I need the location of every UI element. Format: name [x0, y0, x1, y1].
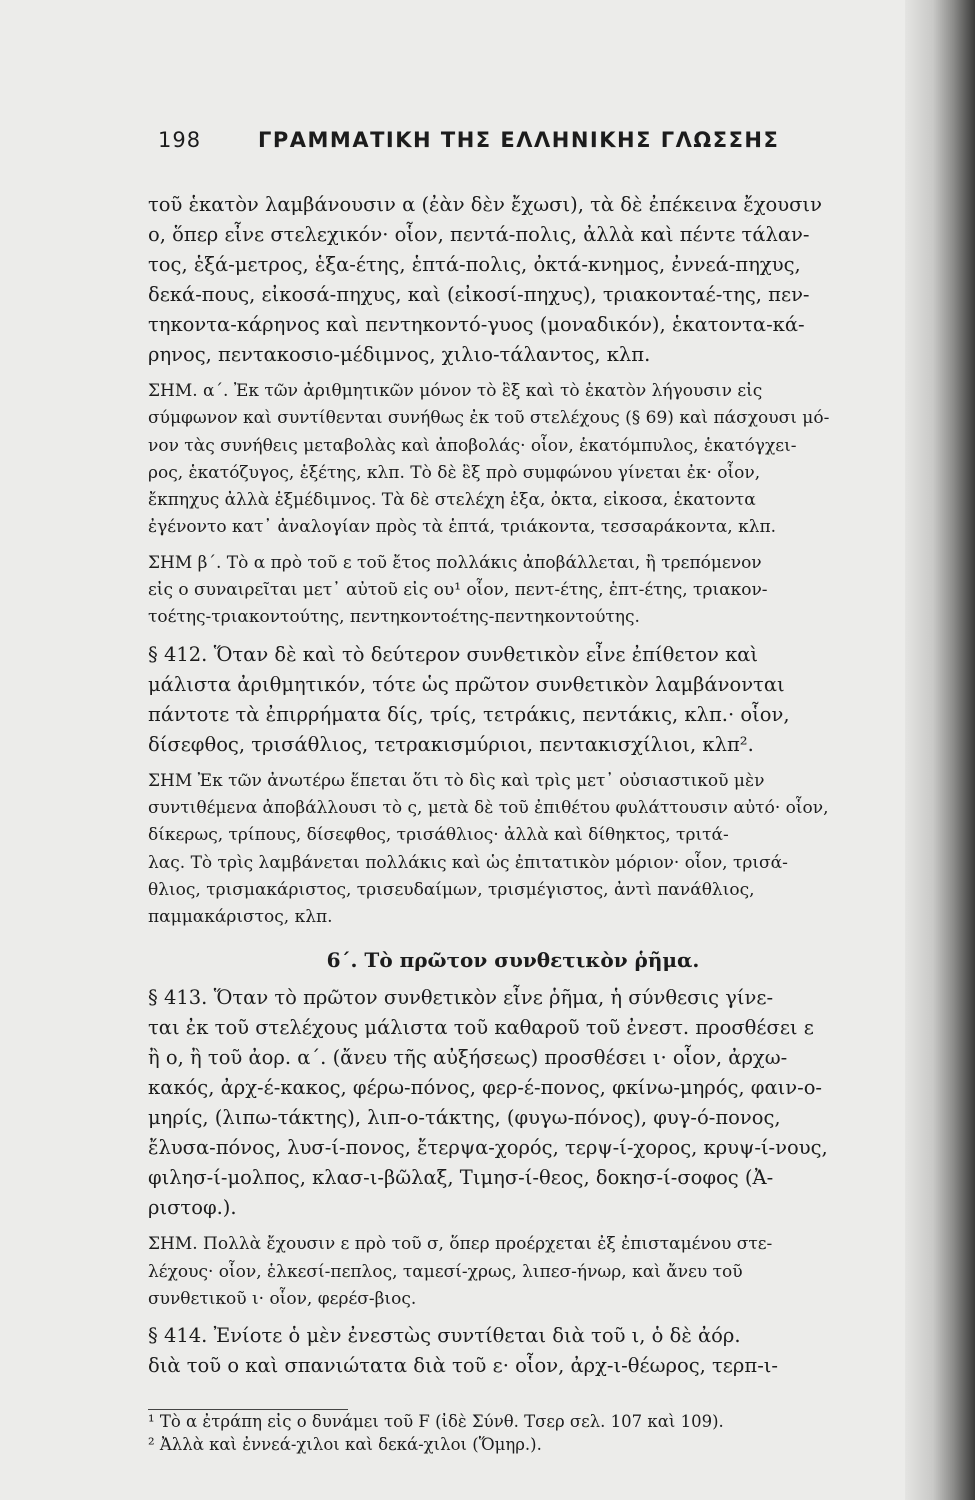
text-line: δεκά-πους, εἰκοσά-πηχυς, καὶ (εἰκοσί-πηχυς), τριακονταέ-της, πεν-: [148, 283, 810, 306]
text-line: εἰς ο συναιρεῖται μετ᾽ αὐτοῦ εἰς ου¹ οἷον, πεντ-έτης, ἑπτ-έτης, τριακον-: [148, 580, 768, 601]
text-line: συντιθέμενα ἀποβάλλουσι τὸ ς, μετὰ δὲ τοῦ ἐπιθέτου φυλάττουσιν αὐτό· οἷον,: [148, 797, 829, 818]
footnote-1: ¹ Τὸ α ἐτράπη εἰς ο δυνάμει τοῦ F (ἰδὲ Σύνθ. Τσερ σελ. 107 καὶ 109).: [148, 1412, 724, 1432]
paragraph-gap: [148, 931, 878, 939]
text-line: λέχους· οἷον, ἑλκεσί-πεπλος, ταμεσί-χρως, λιπεσ-ήνωρ, καὶ ἄνευ τοῦ: [148, 1261, 743, 1282]
running-title: ΓΡΑΜΜΑΤΙΚΗ ΤΗΣ ΕΛΛΗΝΙΚΗΣ ΓΛΩΣΣΗΣ: [258, 128, 780, 152]
text-line: ρηνος, πεντακοσιο-μέδιμνος, χιλιο-τάλαντος, κλπ.: [148, 343, 651, 366]
paragraph-block: [148, 640, 878, 760]
paragraph-block: [148, 378, 878, 542]
text-line: § 413. Ὅταν τὸ πρῶτον συνθετικὸν εἶνε ῥῆμα, ἡ σύνθεσις γίνε-: [148, 986, 774, 1010]
text-line: τοέτης-τριακοντούτης, πεντηκοντοέτης-πεντηκοντούτης.: [148, 607, 640, 628]
page-number: 198: [158, 128, 202, 152]
footnotes: [148, 1410, 878, 1456]
text-line: ΣΗΜ β΄. Τὸ α πρὸ τοῦ ε τοῦ ἔτος πολλάκις ἀποβάλλεται, ἢ τρεπόμενον: [148, 552, 762, 573]
text-line: παμμακάριστος, κλπ.: [148, 907, 333, 928]
text-line: κακός, ἀρχ-έ-κακος, φέρω-πόνος, φερ-έ-πονος, φκίνω-μηρός, φαιν-ο-: [148, 1076, 823, 1100]
text-line: σύμφωνον καὶ συντίθενται συνήθως ἐκ τοῦ στελέχους (§ 69) καὶ πάσχουσι μό-: [148, 408, 830, 429]
text-line: § 414. Ἐνίοτε ὁ μὲν ἐνεστὼς συντίθεται διὰ τοῦ ι, ὁ δὲ ἀόρ.: [148, 1324, 741, 1348]
text-line: ἢ ο, ἢ τοῦ ἀορ. α΄. (ἄνευ τῆς αὐξήσεως) προσθέσει ι· οἷον, ἀρχω-: [148, 1046, 788, 1070]
text-line: ΣΗΜ. Πολλὰ ἔχουσιν ε πρὸ τοῦ σ, ὅπερ προέρχεται ἐξ ἐπισταμένου στε-: [148, 1234, 773, 1255]
text-line: ἔκπηχυς ἀλλὰ ἑξμέδιμνος. Τὰ δὲ στελέχη ἑξα, ὀκτα, εἰκοσα, ἑκατοντα: [148, 490, 756, 511]
text-part-b: [148, 983, 878, 1389]
section-heading: 6΄. Τὸ πρῶτον συνθετικὸν ῥῆμα.: [326, 948, 700, 973]
text-line: τηκοντα-κάρηνος καὶ πεντηκοντό-γυος (μοναδικόν), ἑκατοντα-κά-: [148, 313, 805, 336]
paragraph-gap: [148, 1223, 878, 1231]
paragraph-block: [148, 550, 878, 632]
text-line: τος, ἑξά-μετρος, ἑξα-έτης, ἑπτά-πολις, ὀκτά-κνημος, ἐννεά-πηχυς,: [148, 253, 801, 276]
text-line: πάντοτε τὰ ἐπιρρήματα δίς, τρίς, τετράκις, πεντάκις, κλπ.· οἷον,: [148, 702, 790, 726]
text-line: ΣΗΜ. α΄. Ἐκ τῶν ἀριθμητικῶν μόνον τὸ ἓξ καὶ τὸ ἑκατὸν λήγουσιν εἰς: [148, 381, 763, 401]
text-part-a: [148, 190, 878, 939]
text-line: διὰ τοῦ ο καὶ σπανιώτατα διὰ τοῦ ε· οἷον, ἀρχ-ι-θέωρος, τερπ-ι-: [148, 1354, 779, 1378]
paragraph-gap: [148, 1313, 878, 1321]
paragraph-block: [148, 768, 878, 932]
paragraph-block: [148, 983, 878, 1223]
text-line: ριστοφ.).: [148, 1196, 237, 1220]
text-line: νον τὰς συνήθεις μεταβολὰς καὶ ἀποβολάς· οἷον, ἑκατόμπυλος, ἑκατόγχει-: [148, 435, 797, 456]
paragraph-gap: [148, 1381, 878, 1389]
text-line: ρος, ἑκατόζυγος, ἑξέτης, κλπ. Τὸ δὲ ἓξ πρὸ συμφώνου γίνεται ἐκ· οἷον,: [148, 462, 761, 483]
page-header: [148, 128, 878, 168]
text-line: ται ἐκ τοῦ στελέχους μάλιστα τοῦ καθαροῦ τοῦ ἐνεστ. προσθέσει ε: [148, 1016, 814, 1040]
body-text: [148, 190, 878, 1389]
book-spine-shadow: [905, 0, 975, 1500]
text-line: τοῦ ἑκατὸν λαμβάνουσιν α (ἐὰν δὲν ἔχωσι), τὰ δὲ ἐπέκεινα ἔχουσιν: [148, 193, 822, 216]
footnote-2: ² Ἀλλὰ καὶ ἐννεά-χιλοι καὶ δεκά-χιλοι (Ὅμηρ.).: [148, 1435, 542, 1455]
paragraph-gap: [148, 760, 878, 768]
paragraph-block: [148, 1321, 878, 1381]
paragraph-gap: [148, 370, 878, 378]
text-line: μηρίς, (λιπω-τάκτης), λιπ-ο-τάκτης, (φυγω-πόνος), φυγ-ό-πονος,: [148, 1106, 781, 1130]
text-line: § 412. Ὅταν δὲ καὶ τὸ δεύτερον συνθετικὸν εἶνε ἐπίθετον καὶ: [148, 642, 759, 666]
text-line: συνθετικοῦ ι· οἷον, φερέσ-βιος.: [148, 1289, 417, 1310]
text-line: ο, ὅπερ εἶνε στελεχικόν· οἷον, πεντά-πολις, ἀλλὰ καὶ πέντε τάλαν-: [148, 223, 810, 246]
paragraph-block: [148, 190, 878, 370]
paragraph-gap: [148, 542, 878, 550]
text-line: φιλησ-ί-μολπος, κλασ-ι-βῶλαξ, Τιμησ-ί-θεος, δοκησ-ί-σοφος (Ἀ-: [148, 1166, 774, 1190]
text-line: θλιος, τρισμακάριστος, τρισευδαίμων, τρισμέγιστος, ἀντὶ πανάθλιος,: [148, 879, 755, 900]
paragraph-block: [148, 1231, 878, 1313]
text-line: μάλιστα ἀριθμητικόν, τότε ὡς πρῶτον συνθετικὸν λαμβάνονται: [148, 672, 785, 696]
text-line: ΣΗΜ Ἐκ τῶν ἀνωτέρω ἕπεται ὅτι τὸ δὶς καὶ τρὶς μετ᾽ οὐσιαστικοῦ μὲν: [148, 770, 765, 791]
book-page: [148, 120, 878, 1456]
text-line: ἐγένοντο κατ᾽ ἀναλογίαν πρὸς τὰ ἑπτά, τριάκοντα, τεσσαράκοντα, κλπ.: [148, 517, 777, 538]
paragraph-gap: [148, 632, 878, 640]
text-line: δίσεφθος, τρισάθλιος, τετρακισμύριοι, πεντακισχίλιοι, κλπ².: [148, 732, 754, 756]
text-line: ἔλυσα-πόνος, λυσ-ί-πονος, ἔτερψα-χορός, τερψ-ί-χορος, κρυψ-ί-νους,: [148, 1136, 828, 1160]
text-line: δίκερως, τρίπους, δίσεφθος, τρισάθλιος· ἀλλὰ καὶ δίθηκτος, τριτά-: [148, 825, 729, 846]
text-line: λας. Τὸ τρὶς λαμβάνεται πολλάκις καὶ ὡς ἐπιτατικὸν μόριον· οἷον, τρισά-: [148, 852, 788, 873]
